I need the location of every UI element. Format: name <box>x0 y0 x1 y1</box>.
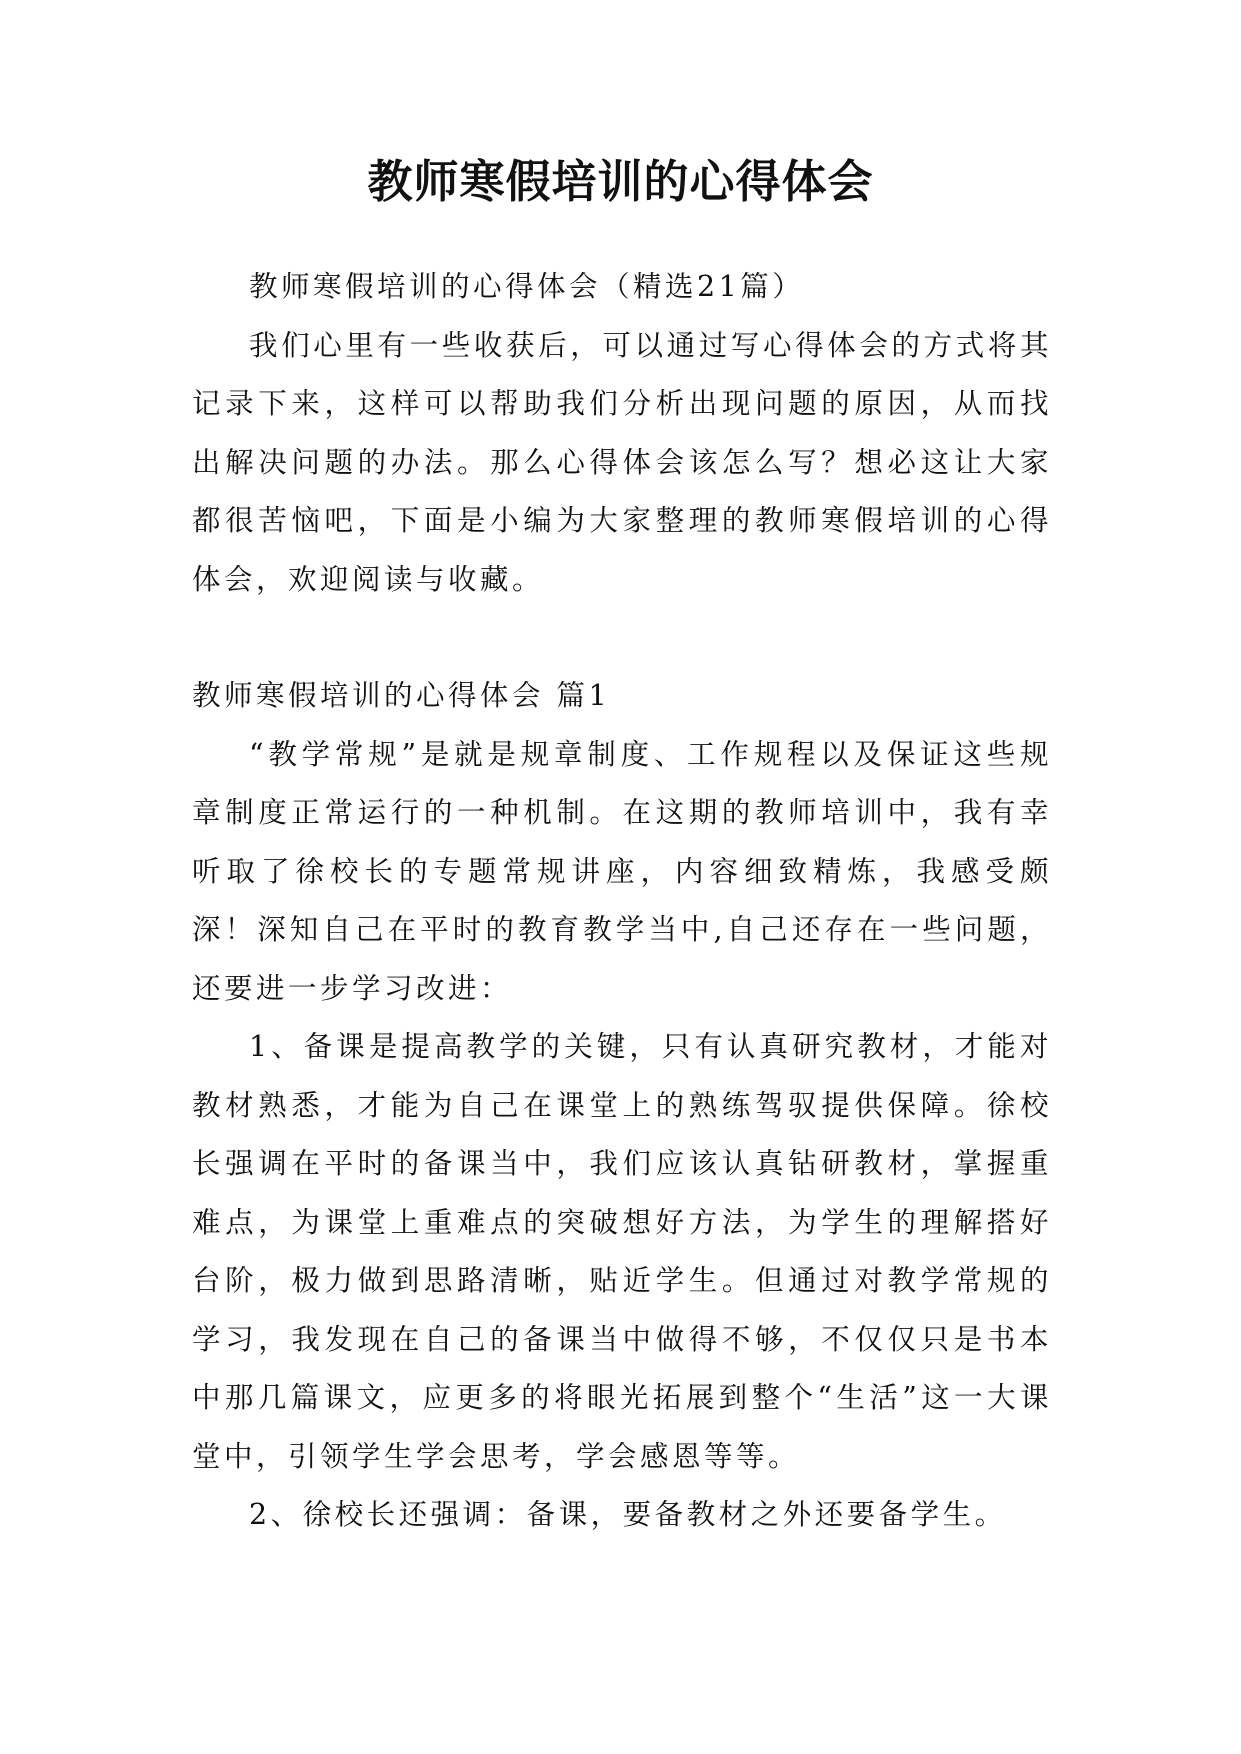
document-body <box>192 258 1052 1545</box>
body-paragraph: 1、备课是提高教学的关键，只有认真研究教材，才能对教材熟悉，才能为自己在课堂上的熟练驾驭提供保障。徐校长强调在平时的备课当中，我们应该认真钻研教材，掌握重难点，为课堂上重难点的突破想好方法，为学生的理解搭好台阶，极力做到思路清晰，贴近学生。但通过对教学常规的学习，我发现在自己的备课当中做得不够，不仅仅只是书本中那几篇课文，应更多的将眼光拓展到整个“生活”这一大课堂中，引领学生学会思考，学会感恩等等。 <box>192 1030 1052 1473</box>
section-heading: 教师寒假培训的心得体会 篇1 <box>192 679 611 712</box>
intro-paragraph: 我们心里有一些收获后，可以通过写心得体会的方式将其记录下来，这样可以帮助我们分析出现问题的原因，从而找出解决问题的办法。那么心得体会该怎么写？想必这让大家都很苦恼吧，下面是小编为大家整理的教师寒假培训的心得体会，欢迎阅读与收藏。 <box>192 328 1052 596</box>
document-title: 教师寒假培训的心得体会 <box>367 155 874 208</box>
document-subtitle: 教师寒假培训的心得体会（精选21篇） <box>249 270 805 303</box>
body-paragraph: 2、徐校长还强调：备课，要备教材之外还要备学生。 <box>249 1498 1007 1531</box>
body-paragraph: “教学常规”是就是规章制度、工作规程以及保证这些规章制度正常运行的一种机制。在这期的教师培训中，我有幸听取了徐校长的专题常规讲座，内容细致精炼，我感受颇深！深知自己在平时的教育教学当中,自己还存在一些问题，还要进一步学习改进： <box>192 737 1052 1005</box>
